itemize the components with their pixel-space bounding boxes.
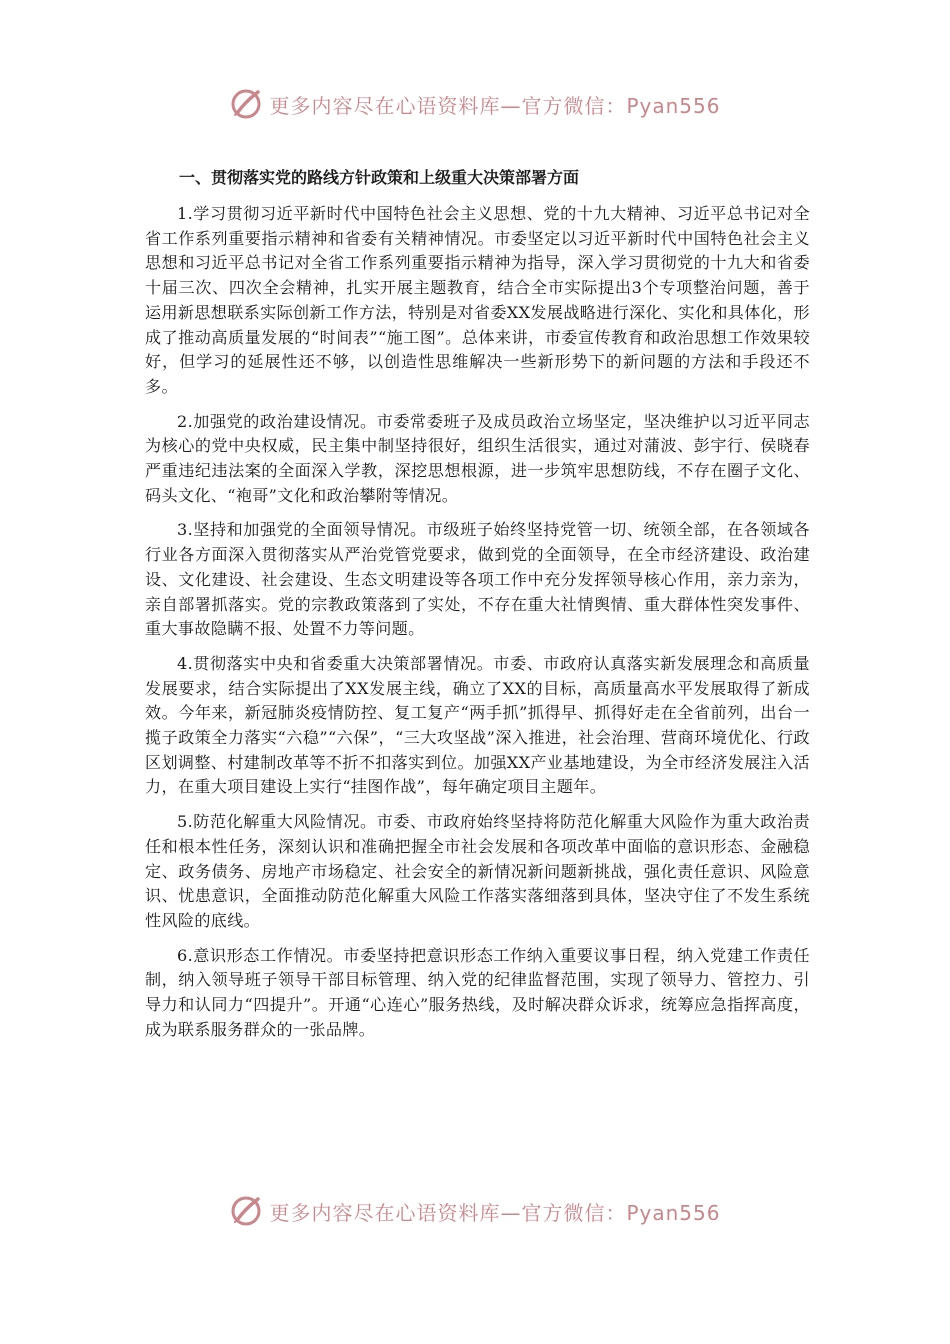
paragraph: 5.防范化解重大风险情况。市委、市政府始终坚持将防范化解重大风险作为重大政治责任和根本性任务，深刻认识和准确把握全市社会发展和各项改革中面临的意识形态、金融稳定、政务债务、房地产市场稳定、社会安全的新情况新问题新挑战，强化责任意识、风险意识、忧患意识，全面推动防范化解重大风险工作落实落细落到具体，坚决守住了不发生系统性风险的底线。 [145,812,810,930]
paragraph: 4.贯彻落实中央和省委重大决策部署情况。市委、市政府认真落实新发展理念和高质量发展要求，结合实际提出了XX发展主线，确立了XX的目标，高质量高水平发展取得了新成效。今年来，新冠肺炎疫情防控、复工复产“两手抓”抓得早、抓得好走在全省前列，出台一揽子政策全力落实“六稳”“六保”，“三大攻坚战”深入推进，社会治理、营商环境优化、行政区划调整、村建制改革等不折不扣落实到位。加强XX产业基地建设，为全市经济发展注入活力，在重大项目建设上实行“挂图作战”，每年确定项目主题年。 [145,653,810,797]
paragraph: 2.加强党的政治建设情况。市委常委班子及成员政治立场坚定，坚决维护以习近平同志为核心的党中央权威，民主集中制坚持很好，组织生活很实，通过对蒲波、彭宇行、侯晓春严重违纪违法案的全面深入学教，深挖思想根源，进一步筑牢思想防线，不存在圈子文化、码头文化、“袍哥”文化和政治攀附等情况。 [145,411,810,505]
brush-circle-icon [229,87,263,121]
document-body [145,166,810,1053]
watermark-banner-top [0,84,950,124]
paragraph: 3.坚持和加强党的全面领导情况。市级班子始终坚持党管一切、统领全部，在各领域各行业各方面深入贯彻落实从严治党管党要求，做到党的全面领导，在全市经济建设、政治建设、文化建设、社会建设、生态文明建设等各项工作中充分发挥领导核心作用，亲力亲为，亲自部署抓落实。党的宗教政策落到了实处，不存在重大社情舆情、重大群体性突发事件、重大事故隐瞒不报、处置不力等问题。 [145,520,810,639]
paragraph: 6.意识形态工作情况。市委坚持把意识形态工作纳入重要议事日程，纳入党建工作责任制，纳入领导班子领导干部目标管理、纳入党的纪律监督范围，实现了领导力、管控力、引导力和认同力“四提升”。开通“心连心”服务热线，及时解决群众诉求，统筹应急指挥高度，成为联系服务群众的一张品牌。 [145,945,810,1039]
section-heading: 一、贯彻落实党的路线方针政策和上级重大决策部署方面 [179,168,580,187]
watermark-text: 更多内容尽在心语资料库—官方微信：Pyan556 [269,93,721,118]
brush-circle-icon [229,1194,263,1228]
watermark-banner-bottom [0,1191,950,1231]
watermark-text: 更多内容尽在心语资料库—官方微信：Pyan556 [269,1200,721,1225]
paragraph: 1.学习贯彻习近平新时代中国特色社会主义思想、党的十九大精神、习近平总书记对全省工作系列重要指示精神和省委有关精神情况。市委坚定以习近平新时代中国特色社会主义思想和习近平总书记对全省工作系列重要指示精神为指导，深入学习贯彻党的十九大和省委十届三次、四次全会精神，扎实开展主题教育，结合全市实际提出3个专项整治问题，善于运用新思想联系实际创新工作方法，特别是对省委XX发展战略进行深化、实化和具体化，形成了推动高质量发展的“时间表”“施工图”。总体来讲，市委宣传教育和政治思想工作效果较好，但学习的延展性还不够，以创造性思维解决一些新形势下的新问题的方法和手段还不多。 [145,204,810,396]
